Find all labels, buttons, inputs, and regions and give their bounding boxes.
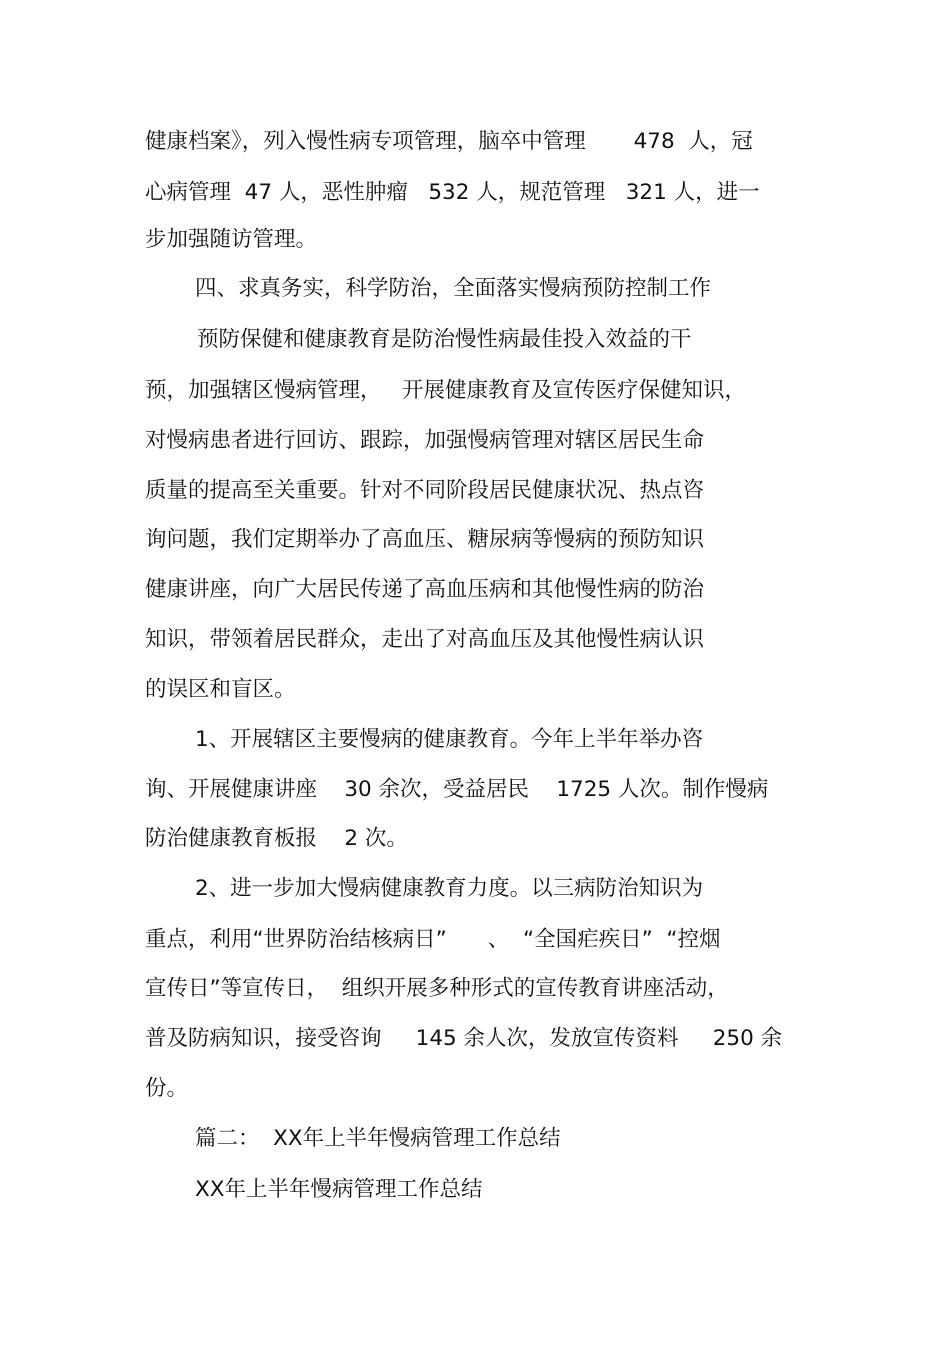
text-line: 预，加强辖区慢病管理， 开展健康教育及宣传医疗保健知识，	[145, 378, 747, 403]
text-line: 1、开展辖区主要慢病的健康教育。今年上半年举办咨	[195, 727, 704, 752]
section-heading: 四、求真务实，科学防治，全面落实慢病预防控制工作	[195, 276, 712, 301]
text-line: 防治健康教育板报 2 次。	[145, 826, 408, 851]
chapter-title: XX年上半年慢病管理工作总结	[195, 1177, 483, 1202]
chapter-heading: 篇二： XX年上半年慢病管理工作总结	[195, 1126, 561, 1151]
text-line: 步加强随访管理。	[145, 227, 318, 252]
text-line: 宣传日”等宣传日， 组织开展多种形式的宣传教育讲座活动，	[145, 976, 729, 1001]
text-line: 知识，带领着居民群众，走出了对高血压及其他慢性病认识	[145, 627, 705, 652]
text-line: 普及防病知识，接受咨询 145 余人次，发放宣传资料 250 余	[145, 1026, 783, 1051]
text-line: 询、开展健康讲座 30 余次，受益居民 1725 人次。制作慢病	[145, 777, 769, 802]
text-line: 的误区和盲区。	[145, 677, 296, 702]
text-line: 2、进一步加大慢病健康教育力度。以三病防治知识为	[195, 876, 704, 901]
text-line: 份。	[145, 1076, 189, 1101]
text-line: 预防保健和健康教育是防治慢性病最佳投入效益的干	[197, 327, 692, 352]
text-line: 对慢病患者进行回访、跟踪，加强慢病管理对辖区居民生命	[145, 428, 705, 453]
text-line: 心病管理 47 人，恶性肿瘤 532 人，规范管理 321 人，进一	[145, 180, 760, 205]
text-line: 询问题，我们定期举办了高血压、糖尿病等慢病的预防知识	[145, 527, 705, 552]
text-line: 健康讲座，向广大居民传递了高血压病和其他慢性病的防治	[145, 577, 705, 602]
text-line: 健康档案》，列入慢性病专项管理，脑卒中管理 478 人，冠	[145, 129, 753, 154]
text-line: 重点，利用“世界防治结核病日” 、 “全国疟疾日” “控烟	[145, 927, 721, 952]
text-line: 质量的提高至关重要。针对不同阶段居民健康状况、热点咨	[145, 478, 705, 503]
